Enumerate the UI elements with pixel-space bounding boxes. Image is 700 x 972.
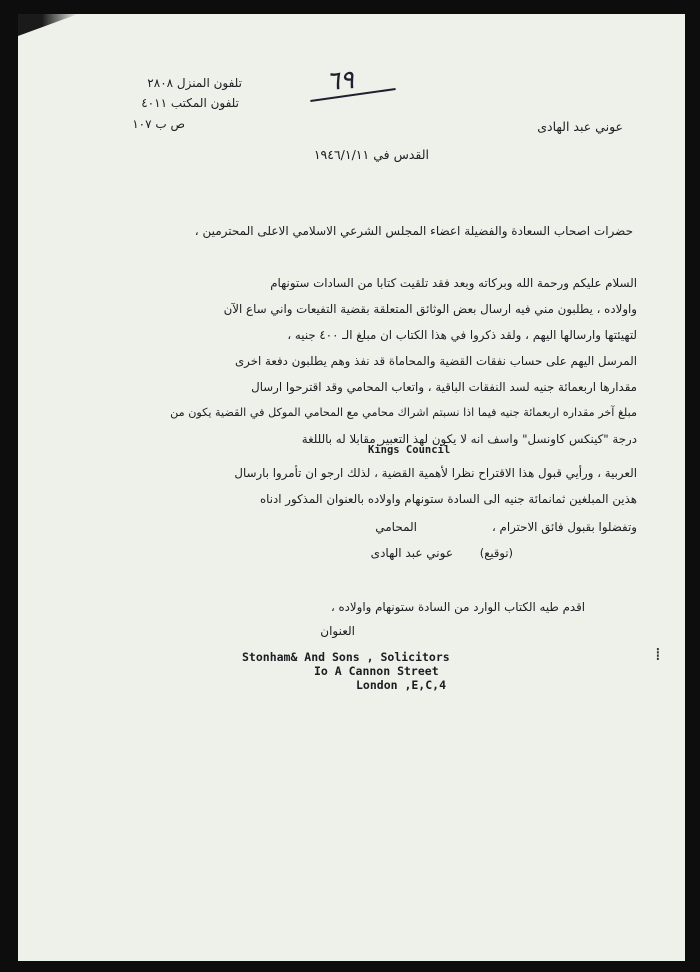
sender-name: عوني عبد الهادى [537, 119, 623, 134]
date-line: القدس في ١٩٤٦/١/١١ [313, 147, 429, 162]
body-line: هذين المبلغين ثمانمائة جنيه الى السادة ستونهام واولاده بالعنوان المذكور ادناه [259, 492, 637, 506]
closing-line: وتفضلوا بقبول فائق الاحترام ، [491, 520, 637, 534]
body-line: مقدارها اربعمائة جنيه لسد النفقات الباقية ، واتعاب المحامي وقد اقترحوا ارسال [251, 380, 637, 394]
address-line: Io A Cannon Street [314, 664, 439, 678]
body-line: السلام عليكم ورحمة الله وبركاته وبعد فقد تلقيت كتابا من السادات ستونهام [270, 276, 637, 290]
sign-off-title: المحامي [375, 520, 417, 534]
body-line: واولاده ، يطلبون مني فيه ارسال بعض الوثائق المتعلقة بقضية التفيعات واني ساع الآن [223, 302, 637, 316]
body-line: لتهيئتها وارسالها اليهم ، ولقد ذكروا في هذا الكتاب ان مبلغ الـ ٤٠٠ جنيه ، [287, 328, 637, 342]
body-line: العربية ، ورأيي قبول هذا الاقتراح نظرا لأهمية القضية ، لذلك ارجو ان تأمروا بارسال [234, 466, 637, 480]
home-phone: تلفون المنزل ٢٨٠٨ [147, 76, 242, 90]
enclosure-line: اقدم طيه الكتاب الوارد من السادة ستونهام واولاده ، [330, 600, 585, 614]
signature-label: (توقيع) [479, 546, 513, 560]
margin-mark: ⁞ [655, 644, 661, 665]
reference-number: ٦٩ [324, 65, 355, 97]
letter-page [18, 14, 685, 961]
kings-council-note: Kings Council [368, 444, 451, 456]
address-line: London ,E,C,4 [356, 678, 447, 692]
signature-name: عوني عبد الهادى [370, 546, 453, 560]
body-line: مبلغ آخر مقداره اربعمائة جنيه فيما اذا نسبتم اشراك محامي مع المحامي الموكل في القضية يكون من [170, 406, 637, 419]
po-box: ص ب ١٠٧ [132, 117, 185, 131]
body-line: درجة "كينكس كاونسل" واسف انه لا يكون لهذ التعبير مقابلا له بالللغة [301, 432, 637, 446]
salutation: حضرات اصحاب السعادة والفضيلة اعضاء المجلس الشرعي الاسلامي الاعلى المحترمين ، [194, 224, 633, 238]
address-line: Stonham& And Sons , Solicitors [242, 650, 450, 664]
office-phone: تلفون المكتب ٤٠١١ [141, 96, 239, 110]
body-line: المرسل اليهم على حساب نفقات القضية والمحاماة قد نفذ وهم يطلبون دفعة اخرى [234, 354, 637, 368]
address-heading: العنوان [320, 624, 355, 638]
